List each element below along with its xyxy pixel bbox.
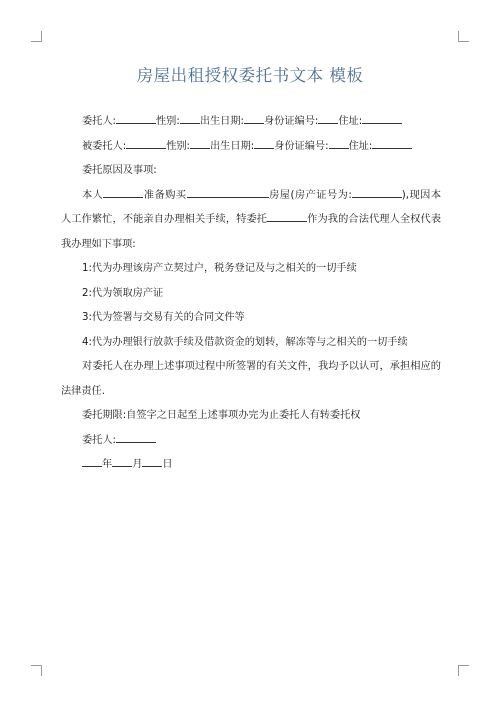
address-label: 住址: [338, 116, 363, 127]
signature-blank [116, 432, 156, 443]
year-blank [82, 456, 102, 467]
id-number-label: 身份证编号: [264, 116, 319, 127]
delegate-name-blank [267, 211, 307, 222]
agent-info-line [61, 135, 441, 160]
term-line: 委托期限:自签字之日起至上述事项办完为止委托人有转委托权 [82, 410, 361, 421]
item-4: 4:代为办理银行放款手续及借款资金的划转，解冻等与之相关的一切手续 [82, 336, 408, 348]
corner-mark-bottom-left [31, 665, 42, 676]
agent-birth-date-label: 出生日期: [210, 140, 255, 152]
delegation-paragraph [61, 184, 441, 258]
day-label: 日 [162, 459, 173, 470]
signature-label: 委托人: [82, 434, 116, 446]
document-title: 房屋出租授权委托书文本 模板 [136, 66, 364, 85]
reason-heading: 委托原因及事项: [82, 165, 157, 176]
agent-label: 被委托人: [82, 140, 127, 152]
birth-date-label: 出生日期: [199, 116, 244, 127]
principal-label: 委托人: [82, 116, 116, 127]
para-text-4: ),现因本人工作繁忙，不能亲自办理相关手续，特委托 [61, 189, 442, 225]
month-blank [112, 456, 132, 467]
gender-blank [180, 113, 200, 124]
corner-mark-bottom-right [458, 665, 469, 676]
property-blank [187, 187, 269, 198]
principal-name-blank [116, 113, 156, 124]
birth-date-blank [244, 113, 264, 124]
gender-label: 性别: [156, 116, 180, 127]
corner-mark-top-left [31, 31, 42, 42]
responsibility-paragraph: 对委托人在办理上述事项过程中所签署的有关文件，我均予以认可，承担相应的法律责任. [61, 361, 441, 397]
owner-name-blank [103, 187, 143, 198]
agent-name-blank [126, 138, 166, 149]
id-number-blank [318, 113, 338, 124]
date-line [61, 453, 441, 478]
signature-line [61, 429, 441, 454]
document-body [61, 110, 441, 478]
address-blank [362, 113, 402, 124]
agent-address-label: 住址: [348, 140, 373, 152]
agent-gender-label: 性别: [166, 140, 190, 152]
principal-info-line [61, 110, 441, 135]
day-blank [142, 456, 162, 467]
agent-id-number-label: 身份证编号: [274, 140, 329, 152]
item-3: 3:代为签署与交易有关的合同文件等 [82, 312, 245, 323]
agent-id-number-blank [329, 138, 349, 149]
month-label: 月 [132, 459, 143, 470]
agent-gender-blank [190, 138, 210, 149]
year-label: 年 [102, 459, 113, 470]
certificate-number-blank [352, 187, 402, 198]
agent-address-blank [372, 138, 412, 149]
agent-birth-date-blank [254, 138, 274, 149]
item-1: 1:代为办理该房产立契过户，税务登记及与之相关的一切手续 [82, 263, 357, 274]
corner-mark-top-right [458, 31, 469, 42]
item-2: 2:代为领取房产证 [82, 287, 164, 299]
para-text-5: 作为我的合法代理人全权代表我办理如下事项: [61, 214, 442, 250]
para-text-1: 本人 [82, 189, 104, 201]
para-text-2: 准备购买 [143, 189, 187, 201]
para-text-3: 房屋(房产证号为: [268, 189, 352, 201]
